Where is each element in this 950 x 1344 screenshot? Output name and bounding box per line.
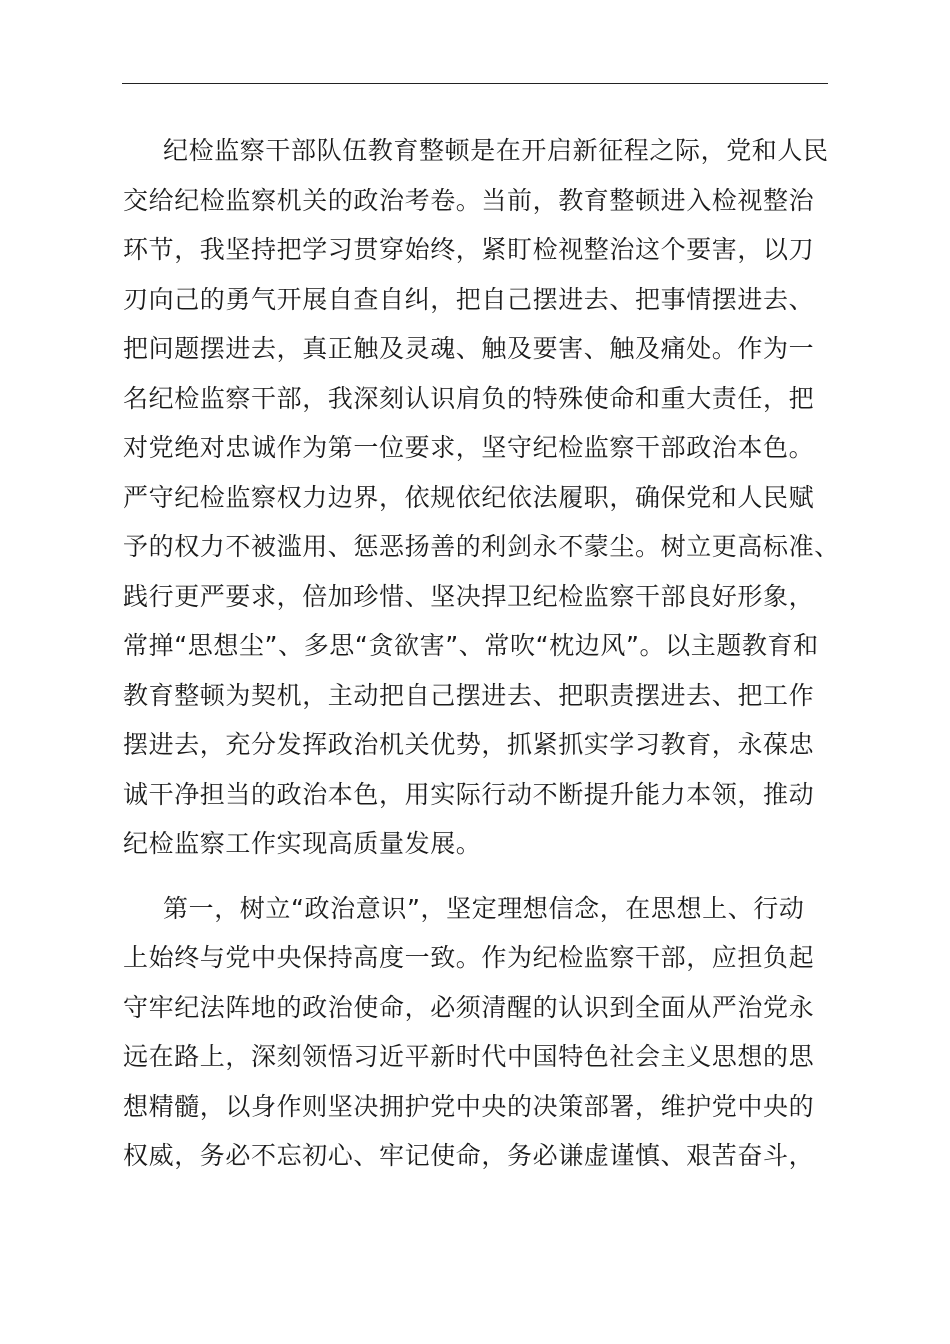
text-line: 践行更严要求，倍加珍惜、坚决捍卫纪检监察干部良好形象， <box>123 581 815 611</box>
text-line: 教育整顿为契机，主动把自己摆进去、把职责摆进去、把工作 <box>123 680 815 710</box>
text-line: 守牢纪法阵地的政治使命，必须清醒的认识到全面从严治党永 <box>123 992 815 1022</box>
text-line: 摆进去，充分发挥政治机关优势，抓紧抓实学习教育，永葆忠 <box>123 730 815 759</box>
header-rule <box>122 83 828 84</box>
paragraph-spacer <box>123 869 829 884</box>
text-line: 把问题摆进去，真正触及灵魂、触及要害、触及痛处。作为一 <box>123 334 815 363</box>
text-line: 环节，我坚持把学习贯穿始终，紧盯检视整治这个要害，以刀 <box>123 235 815 264</box>
paragraph-1 <box>123 126 840 869</box>
text-line: 诚干净担当的政治本色，用实际行动不断提升能力本领，推动 <box>123 779 815 809</box>
text-line: 对党绝对忠诚作为第一位要求，坚守纪检监察干部政治本色。 <box>123 433 815 462</box>
text-line: 第一，树立“政治意识”，坚定理想信念，在思想上、行动 <box>163 893 805 923</box>
text-line: 名纪检监察干部，我深刻认识肩负的特殊使命和重大责任，把 <box>123 383 815 413</box>
text-line: 交给纪检监察机关的政治考卷。当前，教育整顿进入检视整治 <box>123 185 815 215</box>
text-line: 权威，务必不忘初心、牢记使命，务必谦虚谨慎、艰苦奋斗， <box>123 1141 815 1170</box>
text-line: 想精髓，以身作则坚决拥护党中央的决策部署，维护党中央的 <box>123 1091 815 1121</box>
text-line: 远在路上，深刻领悟习近平新时代中国特色社会主义思想的思 <box>123 1042 815 1071</box>
text-line: 严守纪检监察权力边界，依规依纪依法履职，确保党和人民赋 <box>123 482 815 512</box>
text-line: 纪检监察工作实现高质量发展。 <box>123 829 482 858</box>
text-line: 上始终与党中央保持高度一致。作为纪检监察干部，应担负起 <box>123 943 815 972</box>
text-line: 刃向己的勇气开展自查自纠，把自己摆进去、把事情摆进去、 <box>123 284 815 314</box>
text-line: 予的权力不被滥用、惩恶扬善的利剑永不蒙尘。树立更高标准、 <box>123 532 840 561</box>
document-body <box>123 126 840 1181</box>
text-line: 常掸“思想尘”、多思“贪欲害”、常吹“枕边风”。以主题教育和 <box>123 631 819 660</box>
text-line: 纪检监察干部队伍教育整顿是在开启新征程之际，党和人民 <box>163 136 829 165</box>
paragraph-2 <box>123 884 829 1181</box>
